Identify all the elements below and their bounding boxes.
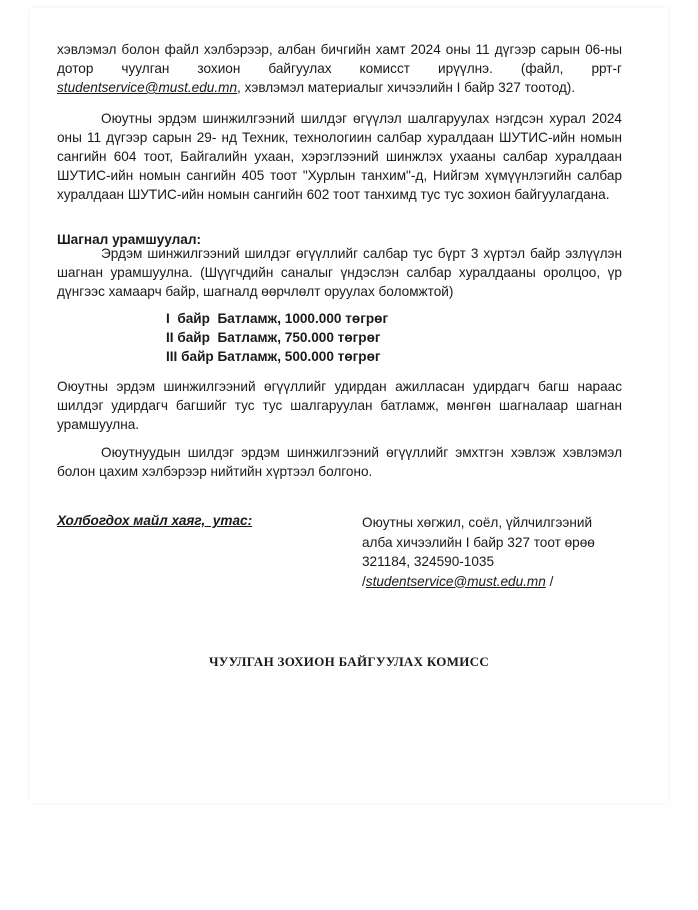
intro-paragraph [57, 40, 622, 97]
publication-paragraph: Оюутнуудын шилдэг эрдэм шинжилгээний өгүүллийг эмхтгэн хэвлэж хэвлэмэл болон цахим хэлбэрээр нийтийн хүртээл болгоно. [57, 445, 622, 479]
contact-email-prefix: / [362, 573, 366, 589]
contact-office-line1: Оюутны хөгжил, соёл, үйлчилгээний [362, 515, 593, 530]
awards-description: Эрдэм шинжилгээний шилдэг өгүүллийг салбар тус бүрт 3 хүртэл байр эзлүүлэн шагнан урамшуулна. (Шүүгчдийн саналыг үндэслэн салбар хуралдааны оролцоо, үр дүнгээс хамаарч байр, шагналд өөрчлөлт оруулах боломжтой) [57, 246, 622, 299]
intro-email-link[interactable]: studentservice@must.edu.mn [57, 80, 238, 95]
contact-label: Холбогдох майл хаяг, утас: [57, 513, 253, 528]
contact-block [362, 513, 595, 591]
conference-paragraph: Оюутны эрдэм шинжилгээний шилдэг өгүүлэл шалгаруулах нэгдсэн хурал 2024 оны 11 дүгээр сарын 29- нд Техник, технологиин салбар хуралдаан ШУТИС-ийн номын сангийн 604 тоот, Байгалийн ухаан, хэрэглээний шинжлэх ухааны салбар хуралдаан ШУТИС-ийн номын сангийн 405 тоот "Хурлын танхим"-д, Нийгэм хүмүүнлэгийн салбар хуралдаан ШУТИС-ийн номын сангийн 602 тоот танхимд тус тус зохион байгуулагдана. [57, 111, 622, 202]
intro-text: хэвлэмэл болон файл хэлбэрээр, албан бичгийн хамт 2024 оны 11 дүгээр сарын 06-ны дотор чуулган зохион байгуулах комисст ирүүлнэ. (файл, ррт-г [57, 42, 622, 76]
prize-third-place: III байр Батламж, 500.000 төгрөг [166, 349, 381, 364]
awards-heading: Шагнал урамшуулал: [57, 232, 201, 247]
intro-text-end: , хэвлэмэл материалыг хичээлийн I байр 327 тоотод). [237, 80, 576, 95]
contact-email-link[interactable]: studentservice@must.edu.mn [365, 573, 546, 589]
prize-list [166, 309, 388, 366]
contact-office-line2: алба хичээлийн I байр 327 тоот өрөө [362, 534, 595, 550]
supervisor-paragraph: Оюутны эрдэм шинжилгээний өгүүллийг удирдан ажилласан удирдагч багш нараас шилдэг удирдагч багшийг тус тус шалгаруулан батламж, мөнгөн шагналаар шагнан урамшуулна. [57, 379, 622, 432]
prize-second-place: II байр Батламж, 750.000 төгрөг [166, 330, 381, 345]
contact-email-line [362, 572, 595, 592]
committee-signature: ЧУУЛГАН ЗОХИОН БАЙГУУЛАХ КОМИСС [208, 654, 490, 669]
contact-phones: 321184, 324590-1035 [362, 554, 495, 569]
prize-first-place: I байр Батламж, 1000.000 төгрөг [166, 311, 389, 326]
contact-email-suffix: / [545, 573, 554, 589]
